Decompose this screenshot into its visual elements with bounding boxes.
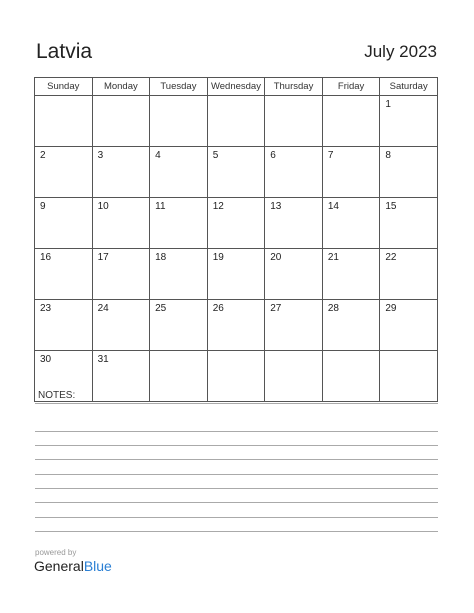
day-cell: 20 [265,249,323,300]
day-cell [35,96,93,147]
day-cell: 15 [380,198,438,249]
day-cell: 17 [92,249,150,300]
notes-label: NOTES: [38,390,76,401]
day-cell [207,351,265,402]
powered-by-label: powered by [35,548,77,557]
brand-logo-general: General [34,558,84,574]
day-cell: 21 [322,249,380,300]
notes-line [35,459,438,460]
day-cell [322,351,380,402]
brand-logo [34,558,112,574]
day-cell: 25 [150,300,208,351]
notes-line [35,502,438,503]
week-row [35,351,438,402]
day-cell: 13 [265,198,323,249]
day-cell [207,96,265,147]
day-cell: 2 [35,147,93,198]
notes-line [35,403,438,404]
day-cell: 31 [92,351,150,402]
day-cell: 18 [150,249,208,300]
week-row [35,147,438,198]
day-cell: 10 [92,198,150,249]
day-cell: 27 [265,300,323,351]
page-title: Latvia [36,40,93,63]
day-cell: 9 [35,198,93,249]
day-cell: 1 [380,96,438,147]
day-cell: 12 [207,198,265,249]
day-cell: 16 [35,249,93,300]
day-cell [265,351,323,402]
day-cell [380,351,438,402]
weekday-saturday: Saturday [380,78,438,96]
day-cell: 19 [207,249,265,300]
notes-line [35,431,438,432]
day-cell: 28 [322,300,380,351]
day-cell [322,96,380,147]
day-cell: 6 [265,147,323,198]
notes-line [35,474,438,475]
brand-logo-blue: Blue [83,558,112,574]
weekday-wednesday: Wednesday [207,78,265,96]
weekday-monday: Monday [92,78,150,96]
month-label: July 2023 [364,42,437,61]
weekday-header-row [35,78,438,96]
day-cell: 30 [35,351,93,402]
day-cell [92,96,150,147]
day-cell [150,96,208,147]
calendar-grid [34,77,438,402]
weekday-friday: Friday [322,78,380,96]
weekday-thursday: Thursday [265,78,323,96]
day-cell: 23 [35,300,93,351]
day-cell: 11 [150,198,208,249]
notes-line [35,531,438,532]
notes-line [35,445,438,446]
week-row [35,300,438,351]
day-cell: 26 [207,300,265,351]
weekday-sunday: Sunday [35,78,93,96]
day-cell: 29 [380,300,438,351]
week-row [35,249,438,300]
day-cell: 5 [207,147,265,198]
day-cell: 8 [380,147,438,198]
day-cell: 7 [322,147,380,198]
week-row [35,198,438,249]
day-cell: 22 [380,249,438,300]
day-cell: 4 [150,147,208,198]
day-cell [150,351,208,402]
day-cell: 14 [322,198,380,249]
notes-line [35,517,438,518]
week-row [35,96,438,147]
weekday-tuesday: Tuesday [150,78,208,96]
notes-line [35,488,438,489]
day-cell: 24 [92,300,150,351]
day-cell [265,96,323,147]
day-cell: 3 [92,147,150,198]
